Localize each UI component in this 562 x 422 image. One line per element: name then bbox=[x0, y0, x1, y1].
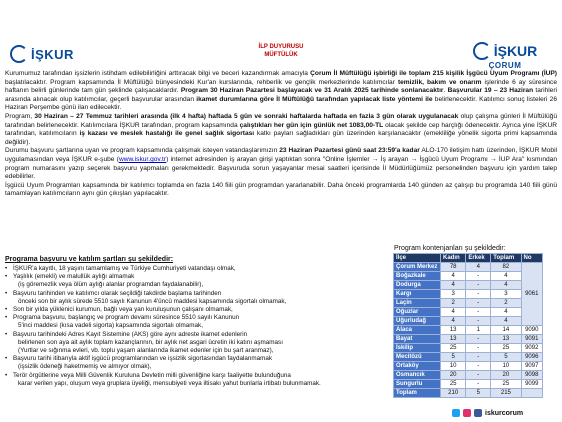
condition-text: Son bir yılda yüklenici kurumun, bağlı veya yan kuruluşunun çalışanı olmamak, bbox=[13, 306, 233, 314]
condition-text: Başvuru tarihindeki Adres Kayıt Sistemine (AKS) göre aynı adreste ikamet edenlerin bbox=[13, 330, 248, 338]
table-cell-no: 9092 bbox=[521, 344, 542, 353]
text-bold: iş kazası ve meslek hastalığı ile genel sağlık sigortası bbox=[79, 130, 255, 138]
table-cell-female: 20 bbox=[441, 371, 466, 380]
condition-text: Yaşlılık (emekli) ve malullük aylığı almamak bbox=[13, 273, 135, 281]
condition-item bbox=[5, 363, 390, 371]
announcement-body bbox=[5, 70, 557, 199]
table-cell-female: 2 bbox=[441, 299, 466, 308]
table-cell-district: Alaca bbox=[394, 326, 441, 335]
text: ALO-170 iletişim hattı üzerinden, İŞKUR Mobil uygulamasından veya İŞKUR e-şube ( bbox=[5, 147, 557, 163]
text-bold: Program 30 Haziran Pazartesi başlayacak ve 31 Aralık 2025 tarihinde sonlanacaktır bbox=[180, 87, 444, 95]
table-cell-district: İskilip bbox=[394, 344, 441, 353]
condition-text: önceki son bir aylık sürede 5510 sayılı Kanunun 4'üncü maddesi kapsamında sigortalı olmamak, bbox=[18, 297, 287, 305]
table-cell-district: Oğuzlar bbox=[394, 308, 441, 317]
condition-item bbox=[5, 273, 390, 281]
conditions-list bbox=[5, 265, 390, 388]
condition-item bbox=[5, 355, 390, 363]
iskur-website-link[interactable]: www.iskur.gov.tr bbox=[118, 155, 167, 163]
table-cell-no: 9098 bbox=[521, 371, 542, 380]
text: olup çalışma günleri İl Müftülüğü tarafından belirlenecektir. Katılımcılara İŞKUR tarafından, program kapsamında bbox=[5, 112, 557, 129]
table-cell-total: 5 bbox=[491, 353, 521, 362]
table-cell-total: 4 bbox=[491, 281, 521, 290]
table-cell-male: - bbox=[466, 281, 491, 290]
text-bold: 23 Haziran Pazartesi günü saat 23:59'a kadar bbox=[279, 147, 420, 155]
column-header: No bbox=[521, 254, 542, 263]
table-cell-total: 13 bbox=[491, 335, 521, 344]
table-row bbox=[394, 326, 543, 335]
text: olacak şekilde cep harçlığı ödenecektir. Ayrıca yine İŞKUR tarafından, katılımcıların bbox=[5, 121, 557, 138]
condition-item bbox=[5, 322, 390, 330]
text-bold: temizlik, bakım ve onarım bbox=[397, 78, 482, 86]
table-row bbox=[394, 281, 543, 290]
title-line-2: MÜFTÜLÜK bbox=[264, 52, 298, 58]
table-cell-male: - bbox=[466, 371, 491, 380]
table-cell-district: Osmancık bbox=[394, 371, 441, 380]
table-cell-no: 9091 bbox=[521, 335, 542, 344]
table-cell-district: Ortaköy bbox=[394, 362, 441, 371]
table-row bbox=[394, 380, 543, 389]
text: Program, bbox=[5, 112, 35, 120]
table-cell-district: Mecitözü bbox=[394, 353, 441, 362]
iskur-logo-text: İŞKUR bbox=[493, 43, 538, 59]
condition-item bbox=[5, 339, 390, 347]
condition-item bbox=[5, 314, 390, 322]
table-cell-male: 1 bbox=[466, 326, 491, 335]
table-cell-total: 4 bbox=[491, 317, 521, 326]
table-cell-female: 78 bbox=[441, 263, 466, 272]
table-cell-district: Laçin bbox=[394, 299, 441, 308]
table-cell-total: 25 bbox=[491, 344, 521, 353]
table-cell-total: 10 bbox=[491, 362, 521, 371]
condition-item bbox=[5, 331, 390, 339]
table-cell-district: Dodurga bbox=[394, 281, 441, 290]
condition-text: (işsizlik ödeneği haketmemiş ve almıyor olmak), bbox=[18, 363, 152, 371]
condition-text: Terör örgütlerine veya Milli Güvenlik Kuruluna Devletin milli güvenliğine karşı faaliyette bulunduğuna bbox=[13, 371, 291, 379]
table-cell-female: 25 bbox=[441, 380, 466, 389]
column-header: Kadın bbox=[441, 254, 466, 263]
condition-item bbox=[5, 347, 390, 355]
table-row bbox=[394, 263, 543, 272]
quota-table bbox=[393, 253, 543, 398]
condition-text: 5'inci maddesi (kısa vadeli sigorta) kapsamında sigortalı olmamak, bbox=[18, 322, 203, 330]
table-cell-district: Uğurludağ bbox=[394, 317, 441, 326]
social-media-footer bbox=[452, 409, 523, 417]
table-row bbox=[394, 290, 543, 299]
bullet-icon: • bbox=[5, 330, 8, 338]
table-cell-district: Sungurlu bbox=[394, 380, 441, 389]
twitter-icon[interactable] bbox=[452, 409, 460, 417]
text-bold: ikamet durumlarına göre İl Müftülüğü tarafından yapılacak liste yöntemi ile bbox=[196, 95, 433, 103]
text: başlatılacaktır. Program kapsamında İl Müftülüğü bünyesindeki Kur'an kurslarında, rehberlik ve gençlik merkezlerinde katılımcılar bbox=[5, 78, 398, 86]
condition-item bbox=[5, 281, 390, 289]
table-cell-female: 13 bbox=[441, 326, 466, 335]
bullet-icon: • bbox=[5, 289, 8, 297]
table-cell-male: - bbox=[466, 272, 491, 281]
bullet-icon: • bbox=[5, 314, 8, 322]
text: işlerinde 6 ay süresince haftanın belirli günlerinde tam gün şeklinde çalışacaklardır. bbox=[5, 78, 557, 95]
text-bold: Çorum İl Müftülüğü işbirliği ile toplam 215 kişilik İşgücü Uyum Programı (İUP) bbox=[310, 70, 558, 77]
condition-text: karar verilen yapı, oluşum veya gruplara üyeliği, mensubiyeti veya iltisakı yahut bunlarla irtibatı bulunmamak. bbox=[18, 379, 321, 387]
condition-item bbox=[5, 306, 390, 314]
table-cell-no: 9061 bbox=[521, 263, 542, 326]
table-row bbox=[394, 389, 543, 398]
table-cell-district: Toplam bbox=[394, 389, 441, 398]
table-cell-female: 3 bbox=[441, 290, 466, 299]
table-cell-total: 215 bbox=[491, 389, 521, 398]
text: Durumu başvuru şartlarına uyan ve program kapsamında çalışmak isteyen vatandaşlarımızın bbox=[5, 147, 280, 155]
table-cell-total: 14 bbox=[491, 326, 521, 335]
social-handle: iskurcorum bbox=[485, 409, 524, 417]
table-cell-no: 9099 bbox=[521, 380, 542, 389]
paragraph-2 bbox=[5, 113, 557, 147]
text: . bbox=[443, 87, 448, 95]
table-cell-district: Çorum Merkez bbox=[394, 263, 441, 272]
paragraph-4 bbox=[5, 182, 557, 199]
table-cell-female: 4 bbox=[441, 308, 466, 317]
text: tarihleri arasında alınacak olup katılımcılar, geçerli başvurular arasından bbox=[5, 87, 558, 103]
table-cell-male: - bbox=[466, 299, 491, 308]
table-cell-district: Kargı bbox=[394, 290, 441, 299]
bullet-icon: • bbox=[5, 371, 8, 379]
text: belirlenecektir. Katılımcı sonuç listeleri 26 Haziran Perşembe günü ilan edilecektir. bbox=[5, 95, 557, 112]
table-cell-male: 5 bbox=[466, 389, 491, 398]
text-bold: 30 Haziran – 27 Temmuz tarihleri arasında (ilk 4 hafta) haftada 5 gün ve sonraki haftalarda haftada en fazla 3 gün olarak uygulanacak bbox=[34, 112, 459, 120]
table-cell-district: Boğazkale bbox=[394, 272, 441, 281]
text: İşgücü Uyum Programları kapsamında bir katılımcı toplamda en fazla 140 fiili gün programdan yararlanabilir. Daha önceki programlarda 140 günden az çalışıp bu programda 140 fiili günü tamamlayan katılımcıların aynı gün çıkışları yapılacaktır. bbox=[5, 181, 557, 198]
paragraph-1 bbox=[5, 70, 557, 113]
column-header: İlçe bbox=[394, 254, 441, 263]
table-cell-male: - bbox=[466, 308, 491, 317]
condition-item bbox=[5, 290, 390, 298]
table-cell-female: 5 bbox=[441, 353, 466, 362]
table-row bbox=[394, 344, 543, 353]
condition-text: Başvuru tarihinden ve katılımcı olarak seçildiği takdirde başlama tarihinden bbox=[13, 289, 222, 297]
announcement-title bbox=[0, 43, 562, 59]
bullet-icon: • bbox=[5, 306, 8, 314]
table-cell-total: 25 bbox=[491, 380, 521, 389]
table-row bbox=[394, 371, 543, 380]
table-cell-no bbox=[521, 389, 542, 398]
text-bold: Başvurular 19 – 23 Haziran bbox=[447, 87, 534, 95]
condition-item bbox=[5, 372, 390, 380]
table-header-row bbox=[394, 254, 543, 263]
iskur-logo-text: İŞKUR bbox=[31, 46, 74, 62]
table-cell-male: - bbox=[466, 290, 491, 299]
paragraph-3 bbox=[5, 147, 557, 181]
condition-text: Başvuru tarihi itibarıyla aktif işgücü programlarından ve işsizlik sigortasından faydalanmamak bbox=[13, 355, 272, 363]
conditions-title: Programa başvuru ve katılım şartları şu şekildedir: bbox=[5, 256, 174, 263]
text: katkı payları sağladıkları gün üzerinden karşılanacaktır (emekliliğe yönelik sigorta primi kapsamında değildir). bbox=[5, 130, 557, 146]
table-cell-male: - bbox=[466, 344, 491, 353]
table-cell-female: 4 bbox=[441, 317, 466, 326]
table-cell-total: 3 bbox=[491, 290, 521, 299]
instagram-icon[interactable] bbox=[463, 409, 471, 417]
table-cell-female: 4 bbox=[441, 272, 466, 281]
table-cell-male: - bbox=[466, 362, 491, 371]
condition-item bbox=[5, 380, 390, 388]
condition-text: (Yurtlar ve sığınma evleri, vb. toplu yaşam alanlarında ikamet edenler için bu şart aranmaz), bbox=[18, 347, 274, 355]
table-cell-male: - bbox=[466, 353, 491, 362]
table-cell-total: 2 bbox=[491, 299, 521, 308]
table-row bbox=[394, 335, 543, 344]
bullet-icon: • bbox=[5, 273, 8, 281]
table-cell-no: 9097 bbox=[521, 362, 542, 371]
table-cell-male: - bbox=[466, 335, 491, 344]
text: Kurumumuz tarafından işsizlerin istihdam edilebilirliğini arttıracak bilgi ve beceri kazandırmak amacıyla bbox=[5, 70, 311, 77]
table-row bbox=[394, 362, 543, 371]
table-cell-district: Bayat bbox=[394, 335, 441, 344]
table-row bbox=[394, 317, 543, 326]
table-cell-total: 82 bbox=[491, 263, 521, 272]
condition-text: Programa başvuru, başlangıç ve program devamı süresince 5510 sayılı Kanunun bbox=[13, 314, 240, 322]
facebook-icon[interactable] bbox=[474, 409, 482, 417]
table-cell-female: 10 bbox=[441, 362, 466, 371]
table-row bbox=[394, 353, 543, 362]
table-cell-no: 9096 bbox=[521, 353, 542, 362]
column-header: Toplam bbox=[491, 254, 521, 263]
table-cell-total: 4 bbox=[491, 272, 521, 281]
table-cell-male: - bbox=[466, 380, 491, 389]
condition-text: belirlenen son aya ait aylık toplam kazançlarının, bir aylık net asgari ücretin iki katını aşmaması bbox=[18, 338, 283, 346]
table-cell-male: 4 bbox=[466, 263, 491, 272]
table-cell-male: - bbox=[466, 317, 491, 326]
table-row bbox=[394, 308, 543, 317]
condition-text: (iş göremezlik veya ölüm aylığı alanlar programdan faydalanabilir), bbox=[18, 281, 204, 289]
table-row bbox=[394, 299, 543, 308]
condition-item bbox=[5, 298, 390, 306]
bullet-icon: • bbox=[5, 355, 8, 363]
table-cell-female: 25 bbox=[441, 344, 466, 353]
table-cell-female: 210 bbox=[441, 389, 466, 398]
bullet-icon: • bbox=[5, 265, 8, 272]
column-header: Erkek bbox=[466, 254, 491, 263]
table-cell-female: 4 bbox=[441, 281, 466, 290]
quota-title: Program kontenjanları şu şekildedir: bbox=[394, 245, 506, 252]
table-cell-female: 13 bbox=[441, 335, 466, 344]
title-line-1: İLP DUYURUSU bbox=[258, 44, 304, 50]
table-cell-no: 9090 bbox=[521, 326, 542, 335]
text-bold: çalıştıkları her gün için günlük net 1083,00-TL bbox=[239, 121, 384, 129]
condition-text: İŞKUR'a kayıtlı, 18 yaşını tamamlamış ve Türkiye Cumhuriyeti vatandaşı olmak, bbox=[13, 265, 236, 272]
table-cell-total: 20 bbox=[491, 371, 521, 380]
text: ) internet adresinden iş arayan girişi yaptıktan sonra "Online İşlemler → İş arayan → İşgücü Uyum Programı → İUP Ara" kısmından program numarasını yazıp seçerek başvuru yapmaları gerekmektedir. Başvuruda sorun yaşayanlar mesai saatleri içerisinde İl Müdürlüğümüz personelinden başvuru için yardım talep edebilirler. bbox=[5, 155, 558, 181]
condition-item bbox=[5, 265, 390, 273]
table-cell-total: 4 bbox=[491, 308, 521, 317]
logo-city: ÇORUM bbox=[488, 61, 522, 70]
table-row bbox=[394, 272, 543, 281]
